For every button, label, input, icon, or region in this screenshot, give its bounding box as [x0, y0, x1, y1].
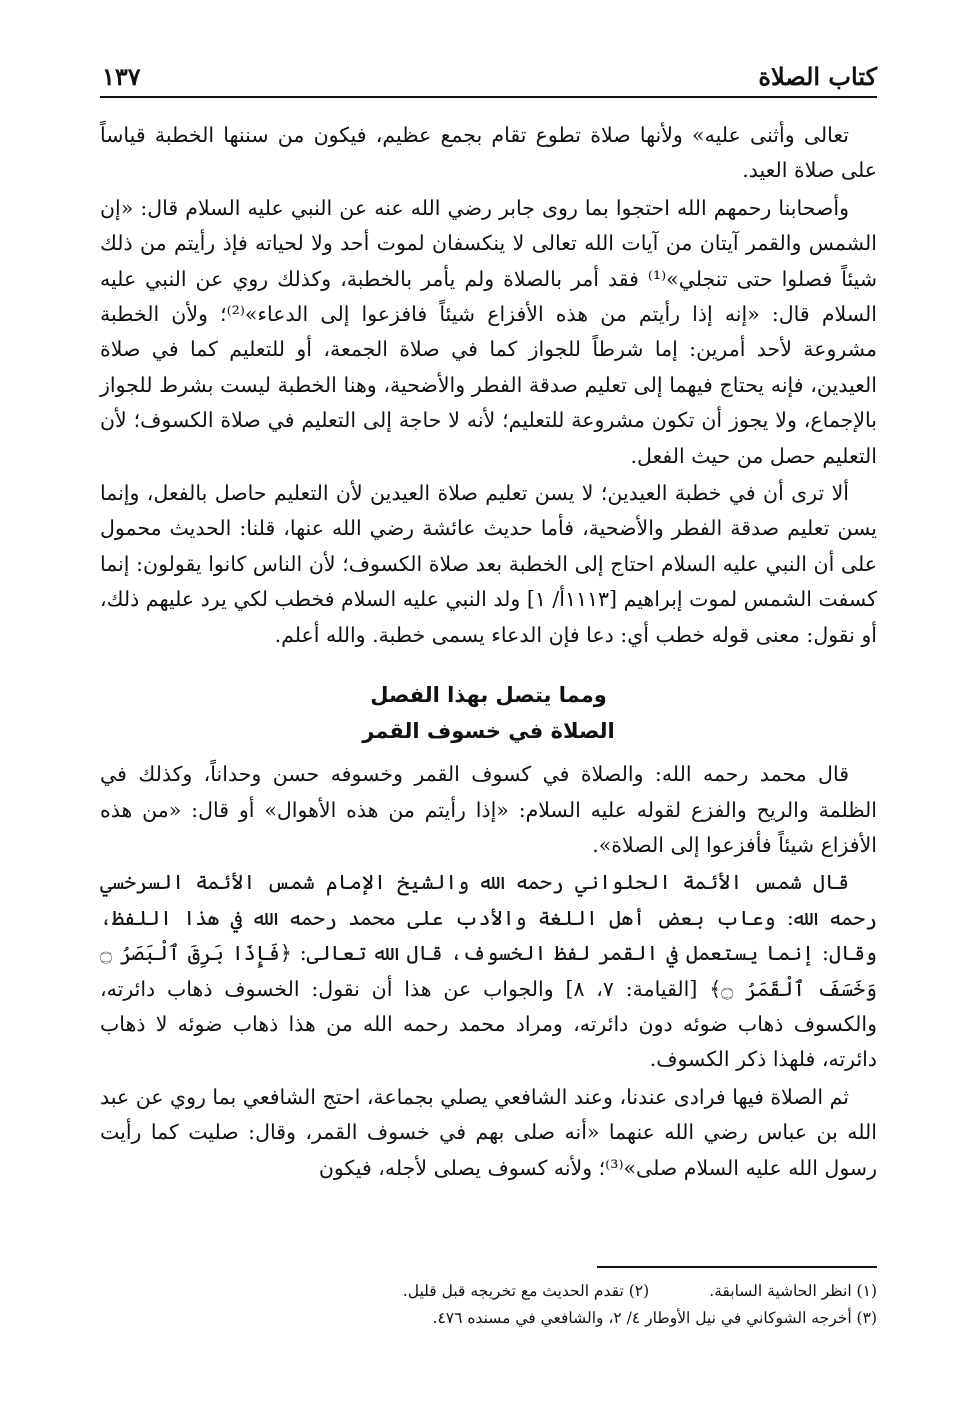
paragraph: تعالى وأثنى عليه» ولأنها صلاة تطوع تقام بجمع عظيم، فيكون من سننها الخطبة قياساً على صلاة العيد. — [100, 123, 877, 183]
footnote-row — [100, 1278, 877, 1305]
section-subheading: الصلاة في خسوف القمر — [362, 719, 615, 744]
paragraph: قال محمد رحمه الله: والصلاة في كسوف القمر وخسوفه حسن وحداناً، وكذلك في الظلمة والريح والفزع لقوله عليه السلام: «إذا رأيتم من هذه الأهوال» أو قال: «من هذه الأفزاع شيئاً فأفزعوا إلى الصلاة». — [100, 762, 877, 857]
paragraph: وأصحابنا رحمهم الله احتجوا بما روى جابر رضي الله عنه عن النبي عليه السلام قال: «إن الشمس والقمر آيتان من آيات الله تعالى لا ينكسفان لموت أحد ولا لحياته فإذ رأيتم من ذلك شيئاً فصلوا حتى تنجلي»⁽¹⁾ فقد أمر بالصلاة ولم يأمر بالخطبة، وكذلك روي عن النبي عليه السلام قال: «إنه إذا رأيتم من هذه الأفزاع شيئاً فافزعوا إلى الدعاء»⁽²⁾؛ ولأن الخطبة مشروعة لأحد أمرين: إما شرطاً للجواز كما في صلاة الجمعة، أو للتعليم كما في صلاة العيدين، فإنه يحتاج فيهما إلى تعليم صدقة الفطر والأضحية، وهنا الخطبة ليست بشرط للجواز بالإجماع، ولا يجوز أن تكون مشروعة للتعليم؛ لأنه لا حاجة إلى التعليم في صلاة الكسوف؛ لأن التعليم حصل من حيث الفعل. — [100, 195, 878, 468]
chapter-title: كتاب الصلاة — [758, 62, 877, 91]
footnote-divider — [597, 1266, 877, 1268]
book-page — [100, 52, 877, 1361]
footnote-2: (٢) تقدم الحديث مع تخريجه قبل قليل. — [402, 1282, 650, 1300]
main-text — [100, 118, 877, 1186]
footnotes — [100, 1266, 877, 1332]
footnote-3: (٣) أخرجه الشوكاني في نيل الأوطار ٤/ ٢، والشافعي في مسنده ٤٧٦. — [432, 1309, 877, 1327]
paragraph: قال شمس الأئمة الحلواني رحمه الله والشيخ الإمام شمس الأئمة السرخسي رحمه الله: وعاب بعض أهل اللغة والأدب على محمد رحمه الله في هذا اللفظ، وقال: إنما يستعمل في القمر لفظ الخسوف، قال الله تعالى: ﴿فَإِذَا بَرِقَ ٱلْبَصَرُ ۝ وَخَسَفَ ٱلْقَمَرُ ۝﴾ [القيامة: ٧، ٨] والجواب عن هذا أن نقول: الخسوف ذهاب دائرته، والكسوف ذهاب ضوئه دون دائرته، ومراد محمد رحمه الله من هذا ذهاب ضوئه لا ذهاب دائرته، فلهذا ذكر الكسوف. — [100, 870, 877, 1072]
paragraph: ألا ترى أن في خطبة العيدين؛ لا يسن تعليم صلاة العيدين لأن التعليم حاصل بالفعل، وإنما يسن تعليم صدقة الفطر والأضحية، فأما حديث عائشة رضي الله عنها، قلنا: الحديث محمول على أن النبي عليه السلام احتاج إلى الخطبة بعد صلاة الكسوف؛ لأن الناس كانوا يقولون: إنما كسفت الشمس لموت إبراهيم [١١١٣أ/ ١] ولد النبي عليه السلام فخطب لكي يرد عليهم ذلك، أو نقول: معنى قوله خطب أي: دعا فإن الدعاء يسمى خطبة. والله أعلم. — [100, 481, 877, 647]
section-heading: ومما يتصل بهذا الفصل — [370, 683, 607, 708]
paragraph: ثم الصلاة فيها فرادى عندنا، وعند الشافعي يصلي بجماعة، احتج الشافعي بما روي عن عبد الله بن عباس رضي الله عنهما «أنه صلى بهم في خسوف القمر، وقال: صليت كما رأيت رسول الله عليه السلام صلى»⁽³⁾؛ ولأنه كسوف يصلى لأجله، فيكون — [100, 1084, 877, 1180]
page-number: ١٣٧ — [102, 62, 141, 91]
footnote-1: (١) انظر الحاشية السابقة. — [709, 1282, 877, 1300]
running-header — [100, 52, 877, 98]
